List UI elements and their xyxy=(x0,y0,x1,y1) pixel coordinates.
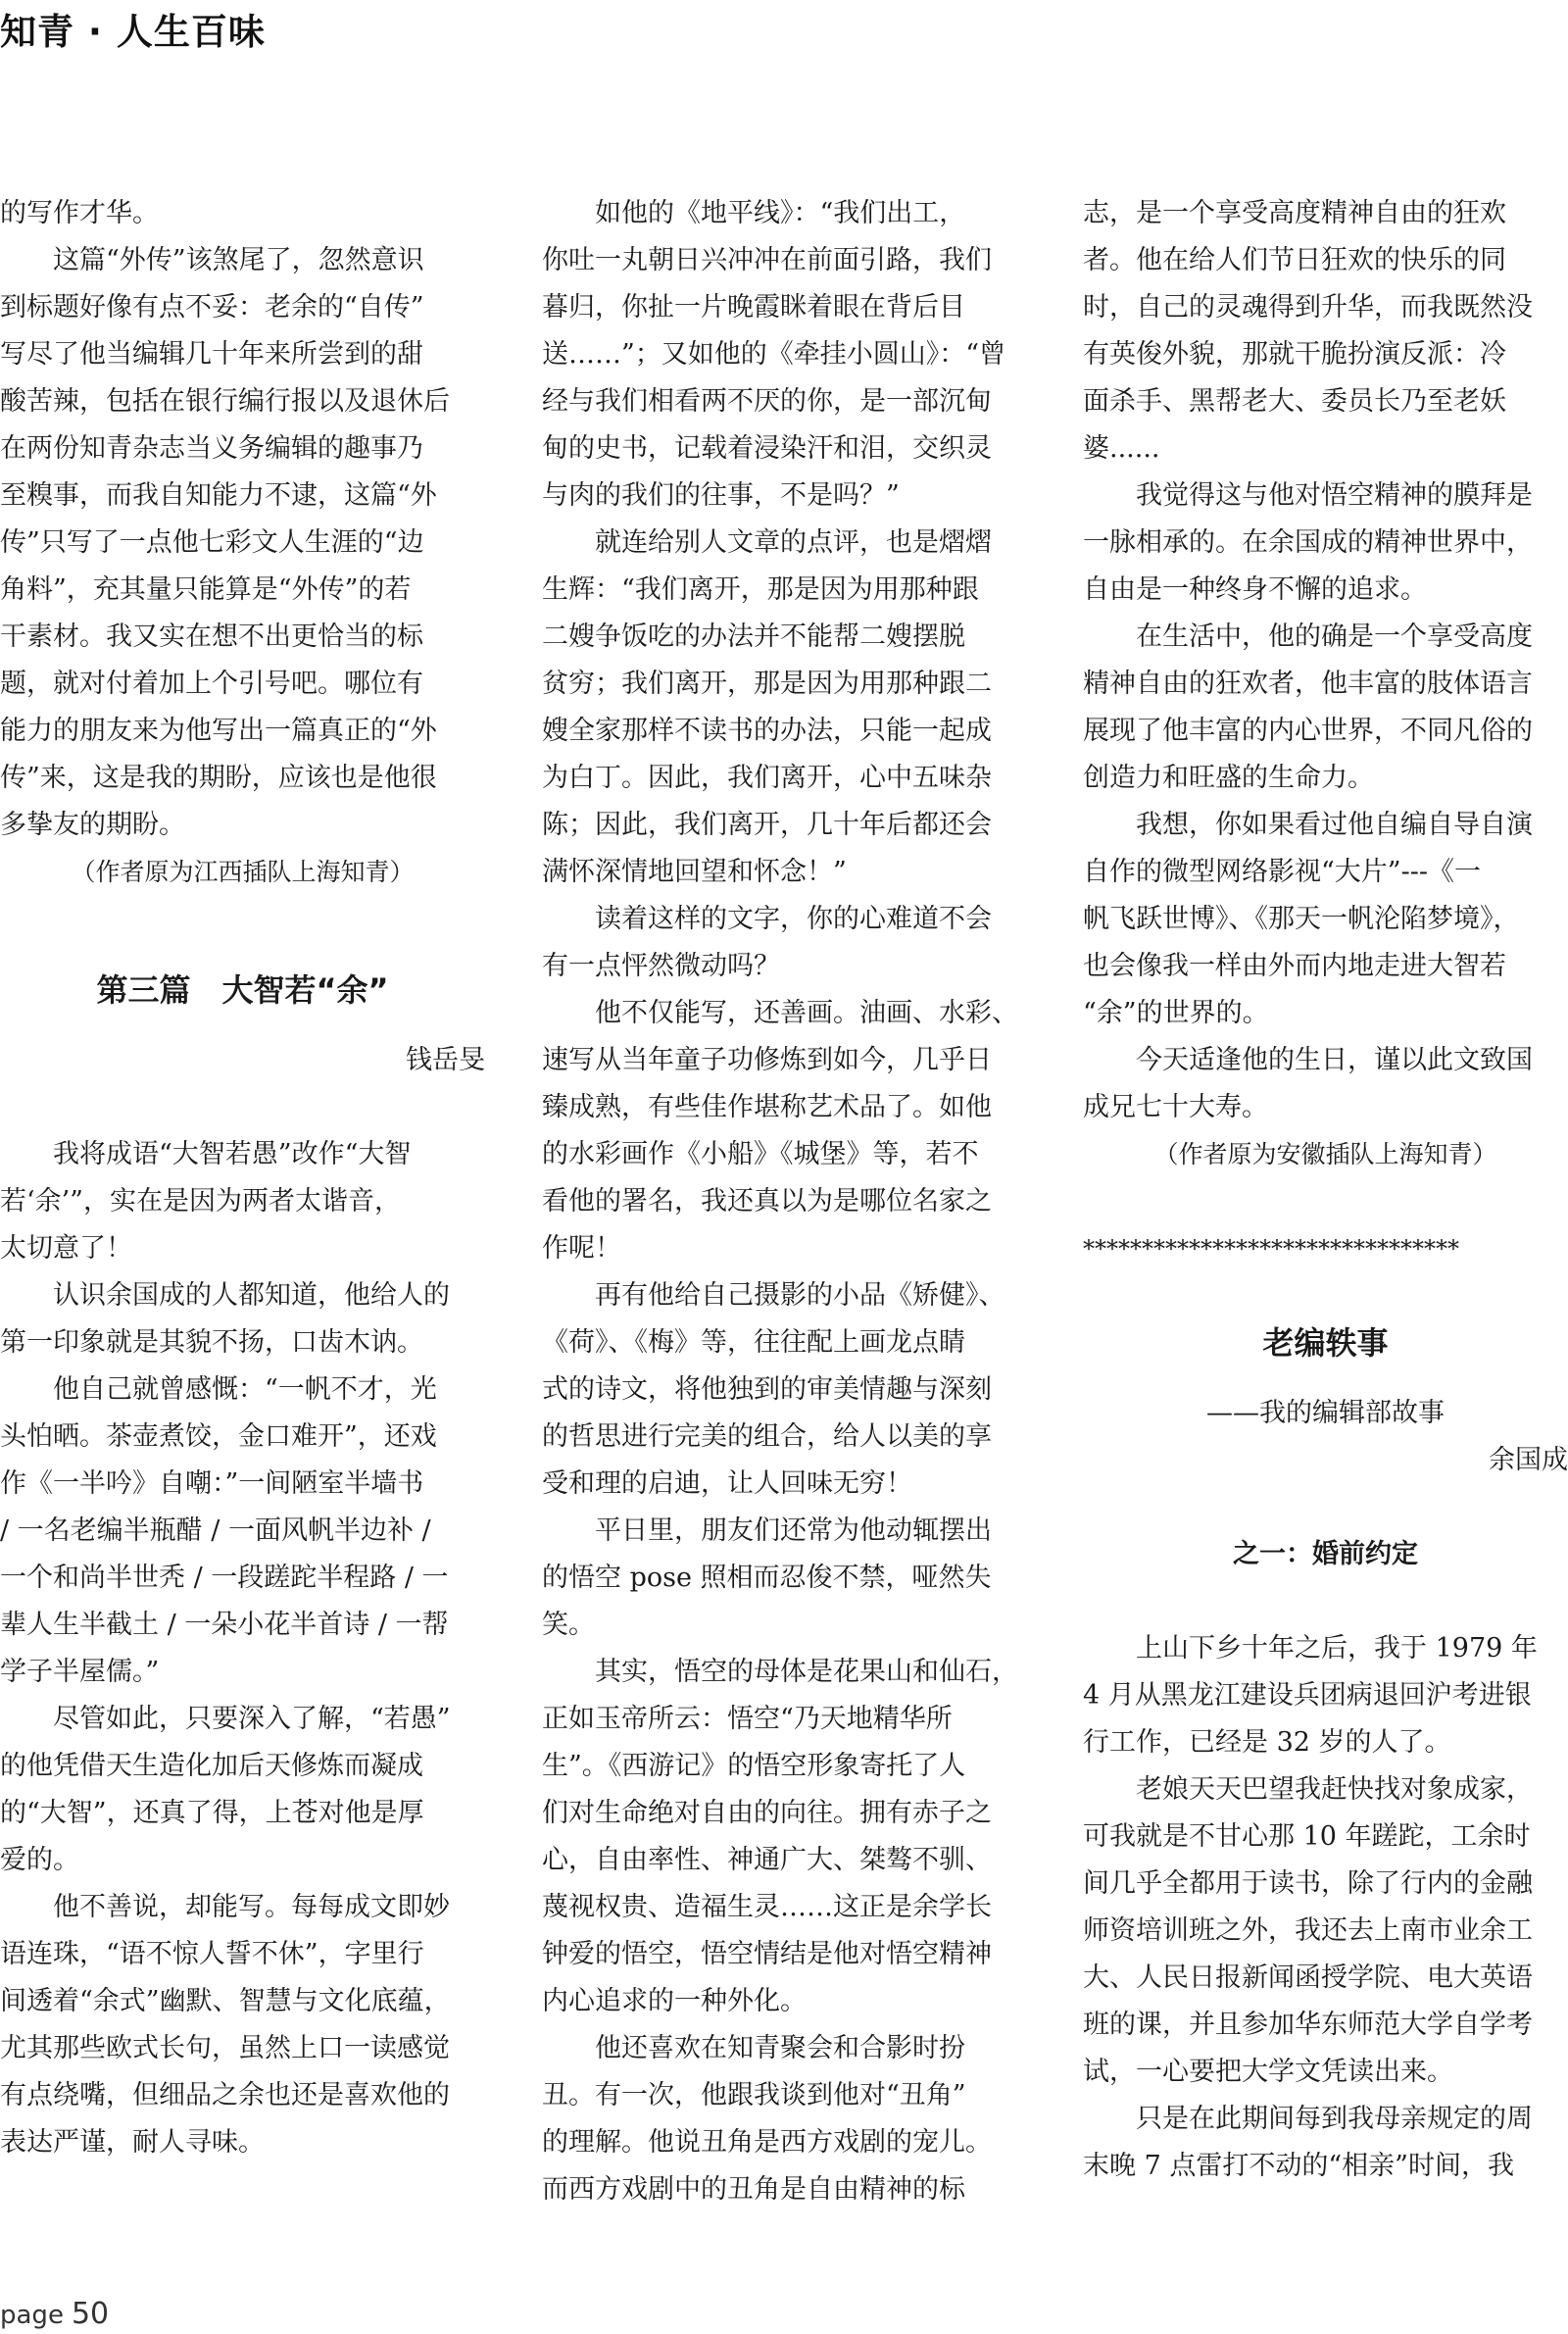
text-line: 送……”；又如他的《牵挂小圆山》：“曾 xyxy=(542,339,1006,370)
spacer xyxy=(1083,1366,1568,1390)
text-line: 作呢！ xyxy=(542,1233,621,1264)
text-line: 班的课，并且参加华东师范大学自学考 xyxy=(1083,2010,1533,2040)
text-line: 心，自由率性、神通广大、桀骜不驯、 xyxy=(542,1845,992,1875)
text-line: 传”来，这是我的期盼，应该也是他很 xyxy=(0,763,437,793)
text-line: / 一名老编半瓶醋 / 一面风帆半边补 / xyxy=(0,1515,431,1546)
text-line: 能力的朋友来为他写出一篇真正的“外 xyxy=(0,716,437,746)
text-line: 老编轶事 xyxy=(1262,1324,1389,1362)
text-line: 4 月从黑龙江建设兵团病退回沪考进银 xyxy=(1083,1680,1532,1711)
text-line: 式的诗文，将他独到的审美情趣与深刻 xyxy=(542,1374,992,1405)
text-line: 经与我们相看两不厌的你，是一部沉甸 xyxy=(542,386,992,417)
text-line: 老娘天天巴望我赶快找对象成家， xyxy=(1136,1774,1533,1805)
spacer xyxy=(0,1084,485,1131)
text-line: 生”。《西游记》的悟空形象寄托了人 xyxy=(542,1751,966,1781)
text-line: 表达严谨，耐人寻味。 xyxy=(0,2127,265,2158)
page-word: page xyxy=(0,2301,64,2330)
text-line: 如他的《地平线》：“我们出工， xyxy=(595,198,966,228)
text-line: 若‘余’”，实在是因为两者太谐音， xyxy=(0,1186,401,1217)
text-line: 我将成语“大智若愚”改作“大智 xyxy=(53,1139,412,1169)
text-line: 正如玉帝所云：悟空“乃天地精华所 xyxy=(542,1704,953,1734)
page-number xyxy=(0,2297,109,2331)
text-line: 的“大智”，还真了得，上苍对他是厚 xyxy=(0,1798,424,1828)
text-line: 上山下乡十年之后，我于 1979 年 xyxy=(1136,1633,1538,1664)
spacer xyxy=(1083,1178,1568,1225)
text-line: （作者原为江西插队上海知青） xyxy=(71,858,415,886)
text-line: 行工作，已经是 32 岁的人了。 xyxy=(1083,1727,1451,1758)
text-line: 传”只写了一点他七彩文人生涯的“边 xyxy=(0,527,424,558)
text-line: 末晚 7 点雷打不动的“相亲”时间，我 xyxy=(1083,2151,1514,2181)
text-line: 尤其那些欧式长句，虽然上口一读感觉 xyxy=(0,2033,450,2063)
text-line: 我想，你如果看过他自编自导自演 xyxy=(1136,810,1533,840)
text-line: 自作的微型网络影视“大片”---《一 xyxy=(1083,857,1481,887)
text-line: 干素材。我又实在想不出更恰当的标 xyxy=(0,621,423,652)
text-line: 试，一心要把大学文凭读出来。 xyxy=(1083,2057,1453,2087)
text-line: 钱岳旻 xyxy=(406,1045,485,1075)
text-line: 自由是一种终身不懈的追求。 xyxy=(1083,574,1427,605)
text-line: 写尽了他当编辑几十年来所尝到的甜 xyxy=(0,339,423,370)
text-line: 帆飞跃世博》、《那天一帆沦陷梦境》， xyxy=(1083,904,1520,934)
text-line: 有英俊外貌，那就干脆扮演反派：冷 xyxy=(1083,339,1506,370)
text-line: 他不善说，却能写。每每成文即妙 xyxy=(53,1892,450,1922)
text-line: 《荷》、《梅》等，往往配上画龙点睛 xyxy=(542,1327,965,1358)
text-line: （作者原为安徽插队上海知青） xyxy=(1153,1140,1497,1168)
text-line: 而西方戏剧中的丑角是自由精神的标 xyxy=(542,2174,965,2205)
text-line: 这篇“外传”该煞尾了，忽然意识 xyxy=(53,245,424,275)
text-line: 读着这样的文字，你的心难道不会 xyxy=(595,904,992,934)
text-line: 师资培训班之外，我还去上南市业余工 xyxy=(1083,1915,1533,1946)
text-line: ******************************** xyxy=(1083,1235,1459,1263)
text-line: 的他凭借天生造化加后天修炼而凝成 xyxy=(0,1751,423,1781)
text-line: 他还喜欢在知青聚会和合影时扮 xyxy=(595,2033,965,2063)
text-line: 内心追求的一种外化。 xyxy=(542,1986,807,2016)
text-line: 一个和尚半世秃 / 一段蹉跎半程路 / 一 xyxy=(0,1563,449,1593)
spacer xyxy=(1083,1272,1568,1319)
text-line: 面杀手、黑帮老大、委员长乃至老妖 xyxy=(1083,386,1506,417)
text-line: 生辉：“我们离开，那是因为用那种跟 xyxy=(542,574,979,605)
text-line: “余”的世界的。 xyxy=(1083,998,1269,1028)
text-line: 展现了他丰富的内心世界，不同凡俗的 xyxy=(1083,716,1533,746)
text-line: 间透着“余式”幽默、智慧与文化底蕴， xyxy=(0,1986,451,2016)
text-line: 嫂全家那样不读书的办法，只能一起成 xyxy=(542,716,992,746)
text-line: 到标题好像有点不妥：老余的“自传” xyxy=(0,292,424,323)
text-line: 角料”，充其量只能算是“外传”的若 xyxy=(0,574,412,605)
text-line: 二嫂争饭吃的办法并不能帮二嫂摆脱 xyxy=(542,621,965,652)
text-line: 有一点怦然微动吗？ xyxy=(542,951,780,981)
text-line: 看他的署名，我还真以为是哪位名家之 xyxy=(542,1186,992,1217)
text-line: 的哲思进行完美的组合，给人以美的享 xyxy=(542,1421,992,1452)
text-line: 他自己就曾感慨：“一帆不才，光 xyxy=(53,1374,437,1405)
text-line: 他不仅能写，还善画。油画、水彩、 xyxy=(595,998,1018,1028)
text-line: 有点绕嘴，但细品之余也还是喜欢他的 xyxy=(0,2080,450,2111)
text-line: 一脉相承的。在余国成的精神世界中， xyxy=(1083,527,1533,558)
text-line: 辈人生半截土 / 一朵小花半首诗 / 一帮 xyxy=(0,1610,449,1640)
text-line: 时，自己的灵魂得到升华，而我既然没 xyxy=(1083,292,1533,323)
text-line: 甸的史书，记载着浸染汗和泪，交织灵 xyxy=(542,433,992,464)
text-line: 认识余国成的人都知道，他给人的 xyxy=(53,1280,450,1311)
text-line: 的写作才华。 xyxy=(0,198,159,228)
page-number-value: 50 xyxy=(71,2297,110,2331)
text-line: 可我就是不甘心那 10 年蹉跎，工余时 xyxy=(1083,1821,1531,1852)
text-line: 至糗事，而我自知能力不逮，这篇“外 xyxy=(0,480,437,511)
text-line: 钟爱的悟空，悟空情结是他对悟空精神 xyxy=(542,1939,992,1969)
text-line: 的理解。他说丑角是西方戏剧的宠儿。 xyxy=(542,2127,992,2158)
article-column-1 xyxy=(0,190,485,2166)
article-column-3 xyxy=(1083,190,1568,2190)
text-line: 头怕晒。茶壶煮饺，金口难开”，还戏 xyxy=(0,1421,437,1452)
text-line: 速写从当年童子功修炼到如今，几乎日 xyxy=(542,1045,992,1075)
text-line: 大、人民日报新闻函授学院、电大英语 xyxy=(1083,1962,1533,1993)
text-line: 题，就对付着加上个引号吧。哪位有 xyxy=(0,669,423,699)
spacer xyxy=(1083,1578,1568,1625)
spacer xyxy=(0,896,485,943)
text-line: 就连给别人文章的点评，也是熠熠 xyxy=(595,527,992,558)
text-line: 之一：婚前约定 xyxy=(1233,1539,1418,1569)
header-title: 知青 · 人生百味 xyxy=(0,11,266,53)
text-line: 间几乎全都用于读书，除了行内的金融 xyxy=(1083,1868,1533,1899)
text-line: 今天适逢他的生日，谨以此文致国 xyxy=(1136,1045,1533,1075)
text-line: 再有他给自己摄影的小品《矫健》、 xyxy=(595,1280,1005,1311)
text-line: 爱的。 xyxy=(0,1845,79,1875)
text-line: 臻成熟，有些佳作堪称艺术品了。如他 xyxy=(542,1092,992,1122)
text-line: 志，是一个享受高度精神自由的狂欢 xyxy=(1083,198,1506,228)
text-line: 为白丁。因此，我们离开，心中五味杂 xyxy=(542,763,992,793)
text-line: 其实，悟空的母体是花果山和仙石， xyxy=(595,1657,1018,1687)
text-line: 创造力和旺盛的生命力。 xyxy=(1083,763,1374,793)
text-line: 者。他在给人们节日狂欢的快乐的同 xyxy=(1083,245,1506,275)
text-line: 们对生命绝对自由的向往。拥有赤子之 xyxy=(542,1798,992,1828)
text-line: 陈；因此，我们离开，几十年后都还会 xyxy=(542,810,992,840)
text-line: 笑。 xyxy=(542,1610,595,1640)
text-line: 学子半屋儒。” xyxy=(0,1657,160,1687)
text-line: ——我的编辑部故事 xyxy=(1206,1398,1445,1428)
spacer xyxy=(0,1014,485,1037)
text-line: 在两份知青杂志当义务编辑的趣事乃 xyxy=(0,433,423,464)
text-line: 第一印象就是其貌不扬，口齿木讷。 xyxy=(0,1327,423,1358)
text-line: 受和理的启迪，让人回味无穷！ xyxy=(542,1468,912,1499)
text-line: 丑。有一次，他跟我谈到他对“丑角” xyxy=(542,2080,966,2111)
text-line: 婆...... xyxy=(1083,433,1160,464)
text-line: 暮归，你扯一片晚霞眯着眼在背后目 xyxy=(542,292,965,323)
text-line: 酸苦辣，包括在银行编行报以及退休后 xyxy=(0,386,450,417)
text-line: 太切意了！ xyxy=(0,1233,132,1264)
text-line: 第三篇 大智若“余” xyxy=(96,971,389,1009)
text-line: 也会像我一样由外而内地走进大智若 xyxy=(1083,951,1506,981)
text-line: 你吐一丸朝日兴冲冲在前面引路，我们 xyxy=(542,245,992,275)
spacer xyxy=(1083,1484,1568,1531)
text-line: 的悟空 pose 照相而忍俊不禁，哑然失 xyxy=(542,1563,992,1593)
text-line: 语连珠，“语不惊人誓不休”，字里行 xyxy=(0,1939,424,1969)
text-line: 满怀深情地回望和怀念！” xyxy=(542,857,847,887)
text-line: 成兄七十大寿。 xyxy=(1083,1092,1268,1122)
article-column-2 xyxy=(542,190,1027,2213)
text-line: 只是在此期间每到我母亲规定的周 xyxy=(1136,2104,1533,2134)
text-line: 平日里，朋友们还常为他动辄摆出 xyxy=(595,1515,992,1546)
text-line: 的水彩画作《小船》《城堡》等，若不 xyxy=(542,1139,979,1169)
text-line: 余国成 xyxy=(1489,1445,1568,1475)
text-line: 尽管如此，只要深入了解，“若愚” xyxy=(53,1704,451,1734)
text-line: 与肉的我们的往事，不是吗？” xyxy=(542,480,900,511)
text-line: 蔑视权贵、造福生灵……这正是余学长 xyxy=(542,1892,992,1922)
text-line: 多挚友的期盼。 xyxy=(0,810,185,840)
text-line: 贫穷；我们离开，那是因为用那种跟二 xyxy=(542,669,992,699)
text-line: 作《一半吟》自嘲：”一间陋室半墙书 xyxy=(0,1468,424,1499)
text-line: 在生活中，他的确是一个享受高度 xyxy=(1136,621,1533,652)
spacer xyxy=(0,943,485,967)
text-line: 我觉得这与他对悟空精神的膜拜是 xyxy=(1136,480,1533,511)
text-line: 精神自由的狂欢者，他丰富的肢体语言 xyxy=(1083,669,1533,699)
